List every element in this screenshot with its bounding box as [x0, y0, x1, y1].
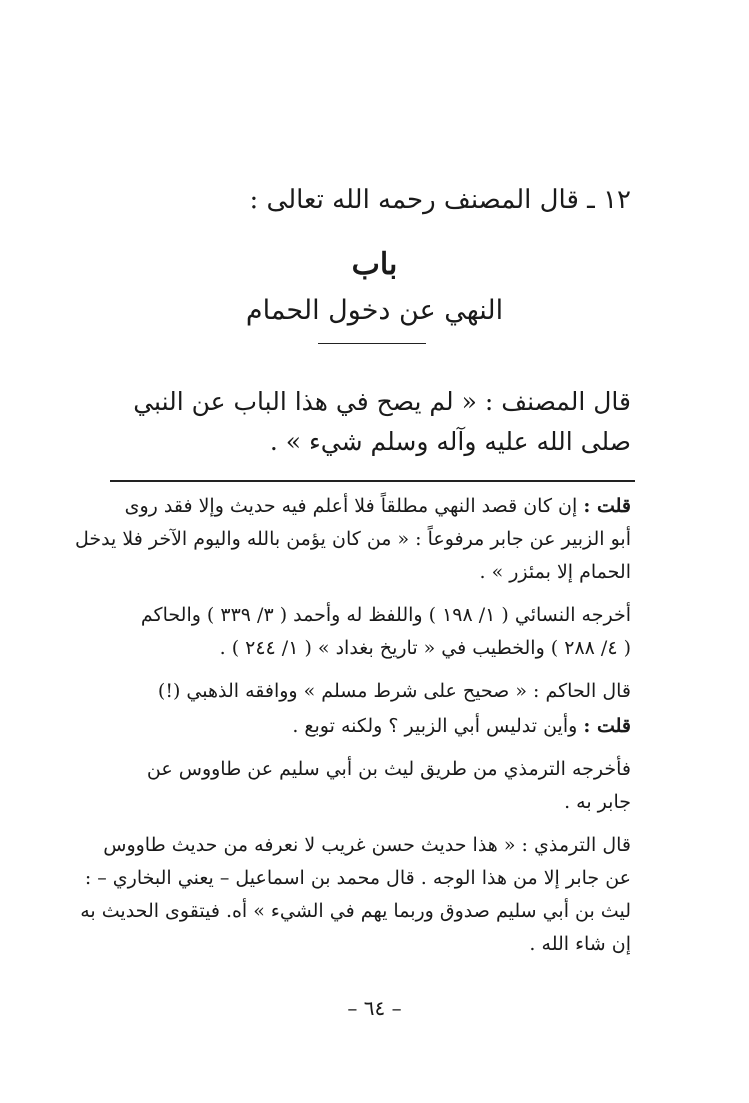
note-paragraph: [106, 753, 631, 819]
note-line: جابر به .: [564, 791, 631, 813]
page-number: – ٦٤ –: [347, 996, 402, 1020]
note-line: [106, 490, 631, 523]
note-text: إن كان قصد النهي مطلقاً فلا أعلم فيه حديث وإلا فقد روى: [124, 495, 584, 517]
author-quote: [112, 382, 631, 462]
footnotes: [74, 490, 631, 971]
note-line: ( ٤/ ٢٨٨ ) والخطيب في « تاريخ بغداد » ( ١/ ٢٤٤ ) .: [219, 637, 631, 659]
note-text: وأين تدليس أبي الزبير ؟ ولكنه توبع .: [292, 715, 584, 737]
note-line: [106, 710, 631, 743]
footnote-divider: [110, 480, 635, 482]
note-paragraph: [106, 599, 631, 665]
note-line: إن شاء الله .: [529, 933, 631, 955]
chapter-title: باب: [351, 247, 398, 282]
note-line: قال الترمذي : « هذا حديث حسن غريب لا نعرفه من حديث طاووس: [103, 834, 631, 856]
note-paragraph: [80, 829, 631, 961]
note-lead: قلت :: [583, 715, 631, 737]
note-line: قال الحاكم : « صحيح على شرط مسلم » ووافقه الذهبي (!): [157, 680, 631, 702]
note-paragraph: [74, 490, 631, 589]
quote-line: قال المصنف : « لم يصح في هذا الباب عن النبي: [133, 387, 631, 416]
title-divider: [318, 343, 426, 344]
note-line: الحمام إلا بمئزر » .: [479, 561, 631, 583]
note-paragraph: [106, 710, 631, 743]
note-line: أبو الزبير عن جابر مرفوعاً : « من كان يؤمن بالله واليوم الآخر فلا يدخل: [74, 528, 631, 550]
note-line: ليث بن أبي سليم صدوق وربما يهم في الشيء » أه. فيتقوى الحديث به: [80, 900, 631, 922]
note-line: أخرجه النسائي ( ١/ ١٩٨ ) واللفظ له وأحمد ( ٣/ ٣٣٩ ) والحاكم: [140, 604, 631, 626]
note-line: عن جابر إلا من هذا الوجه . قال محمد بن اسماعيل – يعني البخاري – :: [84, 867, 631, 889]
quote-line: صلى الله عليه وآله وسلم شيء » .: [269, 427, 631, 456]
chapter-subtitle: النهي عن دخول الحمام: [245, 295, 504, 326]
note-paragraph: [106, 675, 631, 708]
section-heading: ١٢ ـ قال المصنف رحمه الله تعالى :: [249, 185, 631, 215]
note-lead: قلت :: [583, 495, 631, 517]
note-line: فأخرجه الترمذي من طريق ليث بن أبي سليم عن طاووس عن: [146, 758, 631, 780]
